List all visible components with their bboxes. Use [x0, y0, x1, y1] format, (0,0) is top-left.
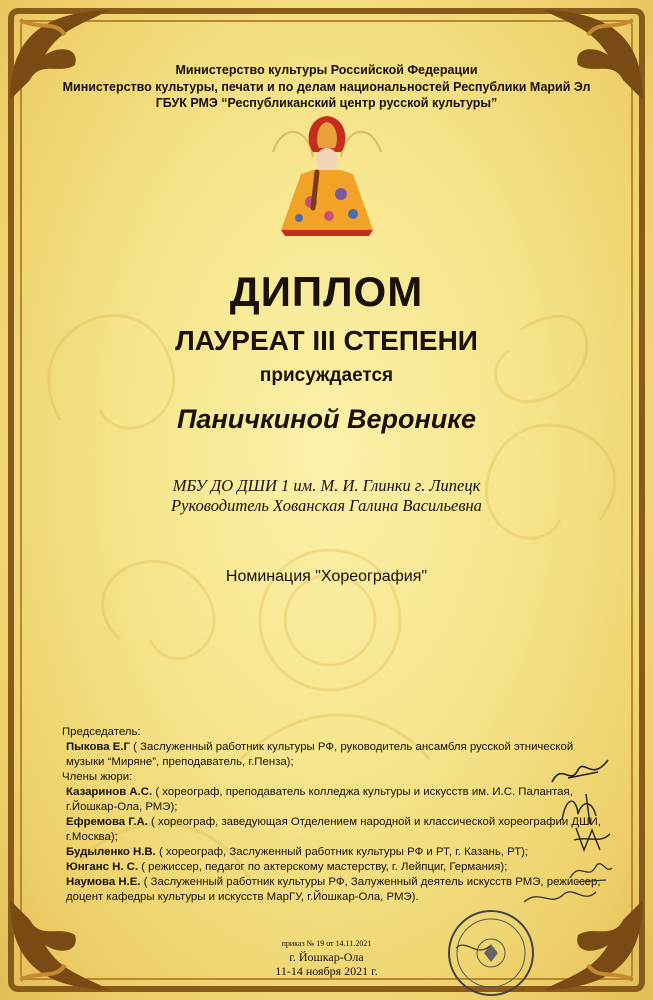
recipient-name: Паничкиной Веронике — [177, 404, 476, 434]
jury-member-name: Казаринов А.С. — [66, 786, 153, 798]
jury-member-name: Пыкова Е.Г — [66, 741, 130, 753]
order-number: приказ № 19 от 14.11.2021 — [281, 939, 372, 948]
signature-efremova — [570, 820, 614, 856]
jury-member-desc: ( режиссер, педагог по актерскому мастерству, г. Лейпциг, Германия); — [138, 861, 508, 873]
jury-member — [62, 860, 610, 875]
header-line-center: ГБУК РМЭ “Республиканский центр русской культуры” — [155, 96, 498, 110]
school-name: МБУ ДО ДШИ 1 им. М. И. Глинки г. Липецк — [172, 476, 481, 495]
footer-dates: 11-14 ноября 2021 г. — [275, 964, 378, 978]
footer-city: г. Йошкар-Ола — [289, 950, 364, 964]
jury-member-desc: ( хореограф, преподаватель колледжа культуры и искусств им. И.С. Палантая, г.Йошкар-Ола, РМЭ); — [66, 786, 573, 813]
diploma-title: ДИПЛОМ — [229, 268, 424, 315]
jury-member — [62, 785, 610, 815]
jury-member — [62, 815, 610, 845]
organizers-header — [0, 62, 653, 112]
chair-label: Председатель: — [62, 726, 141, 738]
header-line-ministry-mari-el: Министерство культуры, печати и по делам национальностей Республики Марий Эл — [62, 79, 591, 94]
signature-chair — [548, 752, 612, 792]
jury-member-desc: ( хореограф, Заслуженный работник культуры РФ и РТ, г. Казань, РТ); — [155, 846, 529, 858]
footer — [0, 938, 653, 978]
jury-list — [62, 725, 610, 905]
members-label: Члены жюри: — [62, 771, 133, 783]
jury-member-name: Будыленко Н.В. — [66, 846, 156, 858]
jury-member-desc: ( Заслуженный работник культуры РФ, Залуженный деятель искусств РМЭ, режиссер, доцент кафедры культуры и искусств МарГУ, г.Йошкар-Ола, РМЭ). — [66, 876, 601, 903]
school-block — [0, 476, 653, 516]
russian-doll-emblem-icon — [263, 112, 391, 242]
jury-member — [62, 845, 610, 860]
awarded-label: присуждается — [259, 365, 394, 386]
laureate-degree: ЛАУРЕАТ III СТЕПЕНИ — [175, 325, 478, 356]
header-line-ministry-rf: Министерство культуры Российской Федерации — [175, 63, 478, 77]
jury-chair — [62, 740, 610, 770]
jury-member-desc: ( Заслуженный работник культуры РФ, руководитель ансамбля русской этнической музыки “Миряне”, преподаватель, г.Пенза); — [66, 741, 574, 768]
nomination: Номинация "Хореография" — [225, 568, 428, 585]
jury-member-desc: ( хореограф, заведующая Отделением народной и классической хореографии ДШИ, г.Москва); — [66, 816, 601, 843]
leader-name: Руководитель Хованская Галина Васильевна — [171, 496, 482, 515]
jury-member-name: Ефремова Г.А. — [66, 816, 148, 828]
jury-member-name: Наумова Н.Е. — [66, 876, 141, 888]
jury-member-name: Юнганс Н. С. — [66, 861, 139, 873]
